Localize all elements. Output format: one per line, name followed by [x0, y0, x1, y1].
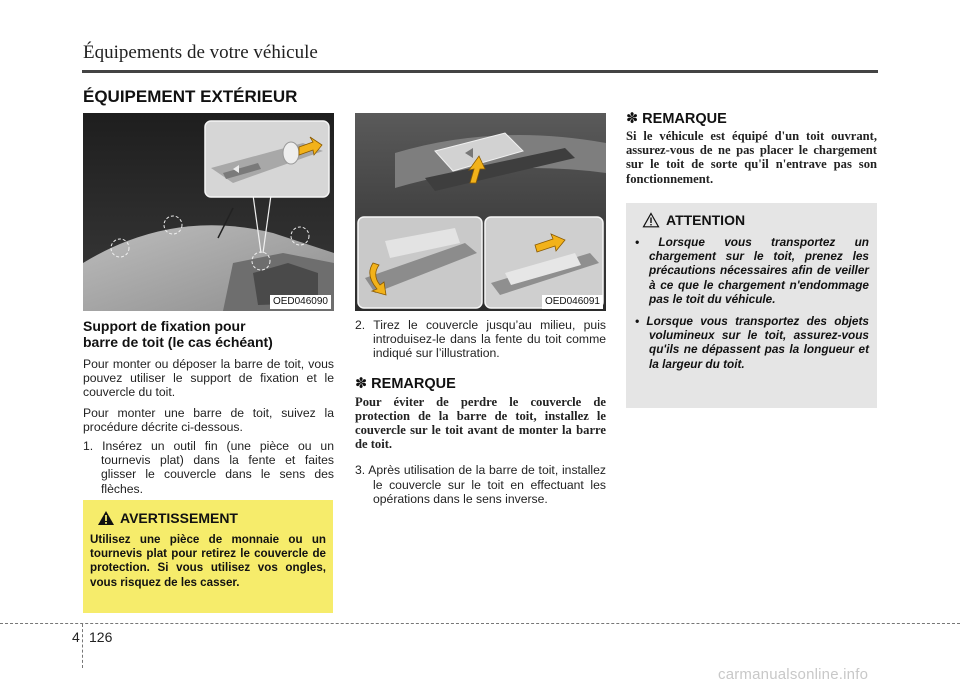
subheading-line2: barre de toit (le cas échéant)	[83, 334, 273, 350]
section-title: ÉQUIPEMENT EXTÉRIEUR	[83, 87, 298, 106]
caution-triangle-icon	[642, 212, 660, 228]
page-number: 126	[89, 629, 113, 645]
remark-title: ✽ REMARQUE	[355, 375, 456, 392]
roof-bracket-illustration	[83, 113, 334, 311]
warning-box	[83, 500, 333, 613]
warning-title: AVERTISSEMENT	[120, 510, 238, 526]
cover-insertion-illustration	[355, 113, 606, 311]
attention-list	[635, 235, 869, 371]
figure-label: OED046090	[270, 295, 331, 309]
footer-divider	[82, 624, 83, 668]
watermark: carmanualsonline.info	[718, 666, 869, 683]
attention-item: • Lorsque vous transportez un chargement sur le toit, prenez les précautions nécessaires afin de veiller à ce que le chargement n'endommage pas le toit du véhicule.	[635, 235, 869, 306]
remark-text: Pour éviter de perdre le couvercle de protection de la barre de toit, installez le couvercle sur le toit avant de monter la barre de toit.	[355, 394, 606, 452]
paragraph: Pour monter une barre de toit, suivez la procédure décrite ci-dessous.	[83, 405, 334, 434]
warning-triangle-icon	[97, 510, 115, 526]
warning-header	[97, 510, 238, 526]
right-column	[626, 111, 877, 186]
step-2: 2. Tirez le couvercle jusqu’au milieu, puis introduisez-le dans la fente du toit comme indiqué sur l’illustration.	[355, 318, 606, 361]
remark-title: ✽ REMARQUE	[626, 111, 727, 127]
subheading-line1: Support de fixation pour	[83, 318, 246, 334]
running-header: Équipements de votre véhicule	[83, 42, 318, 63]
chapter-number: 4	[72, 629, 80, 645]
remark-text: Si le véhicule est équipé d'un toit ouvrant, assurez-vous de ne pas placer le chargement sur le toit de sorte qu'il n'entrave pas son fonctionnement.	[626, 129, 877, 186]
attention-header	[642, 212, 745, 228]
paragraph: Pour monter ou déposer la barre de toit, vous pouvez utiliser le support de fixation et le couvercle du toit.	[83, 357, 334, 400]
figure-label: OED046091	[542, 295, 603, 309]
step-1: 1. Insérez un outil fin (une pièce ou un tournevis plat) dans la fente et faites glisser le couvercle dans le sens des flèches.	[83, 439, 334, 496]
footer-rule	[0, 623, 960, 624]
attention-title: ATTENTION	[666, 212, 746, 228]
step-3: 3. Après utilisation de la barre de toit, installez le couvercle sur le toit en effectuant les opérations dans le sens inverse.	[355, 463, 606, 506]
roof-bracket-figure	[83, 113, 334, 311]
middle-column	[355, 318, 606, 506]
attention-box	[626, 203, 877, 408]
cover-insertion-figure	[355, 113, 606, 311]
warning-text: Utilisez une pièce de monnaie ou un tournevis plat pour retirez le couvercle de protection. Si vous utilisez vos ongles, vous risquez de les casser.	[90, 533, 326, 589]
header-rule	[82, 70, 878, 73]
left-column	[83, 318, 334, 496]
attention-item: • Lorsque vous transportez des objets volumineux sur le toit, assurez-vous qu'ils ne dépassent pas la longueur et la largeur du toit.	[635, 314, 869, 371]
